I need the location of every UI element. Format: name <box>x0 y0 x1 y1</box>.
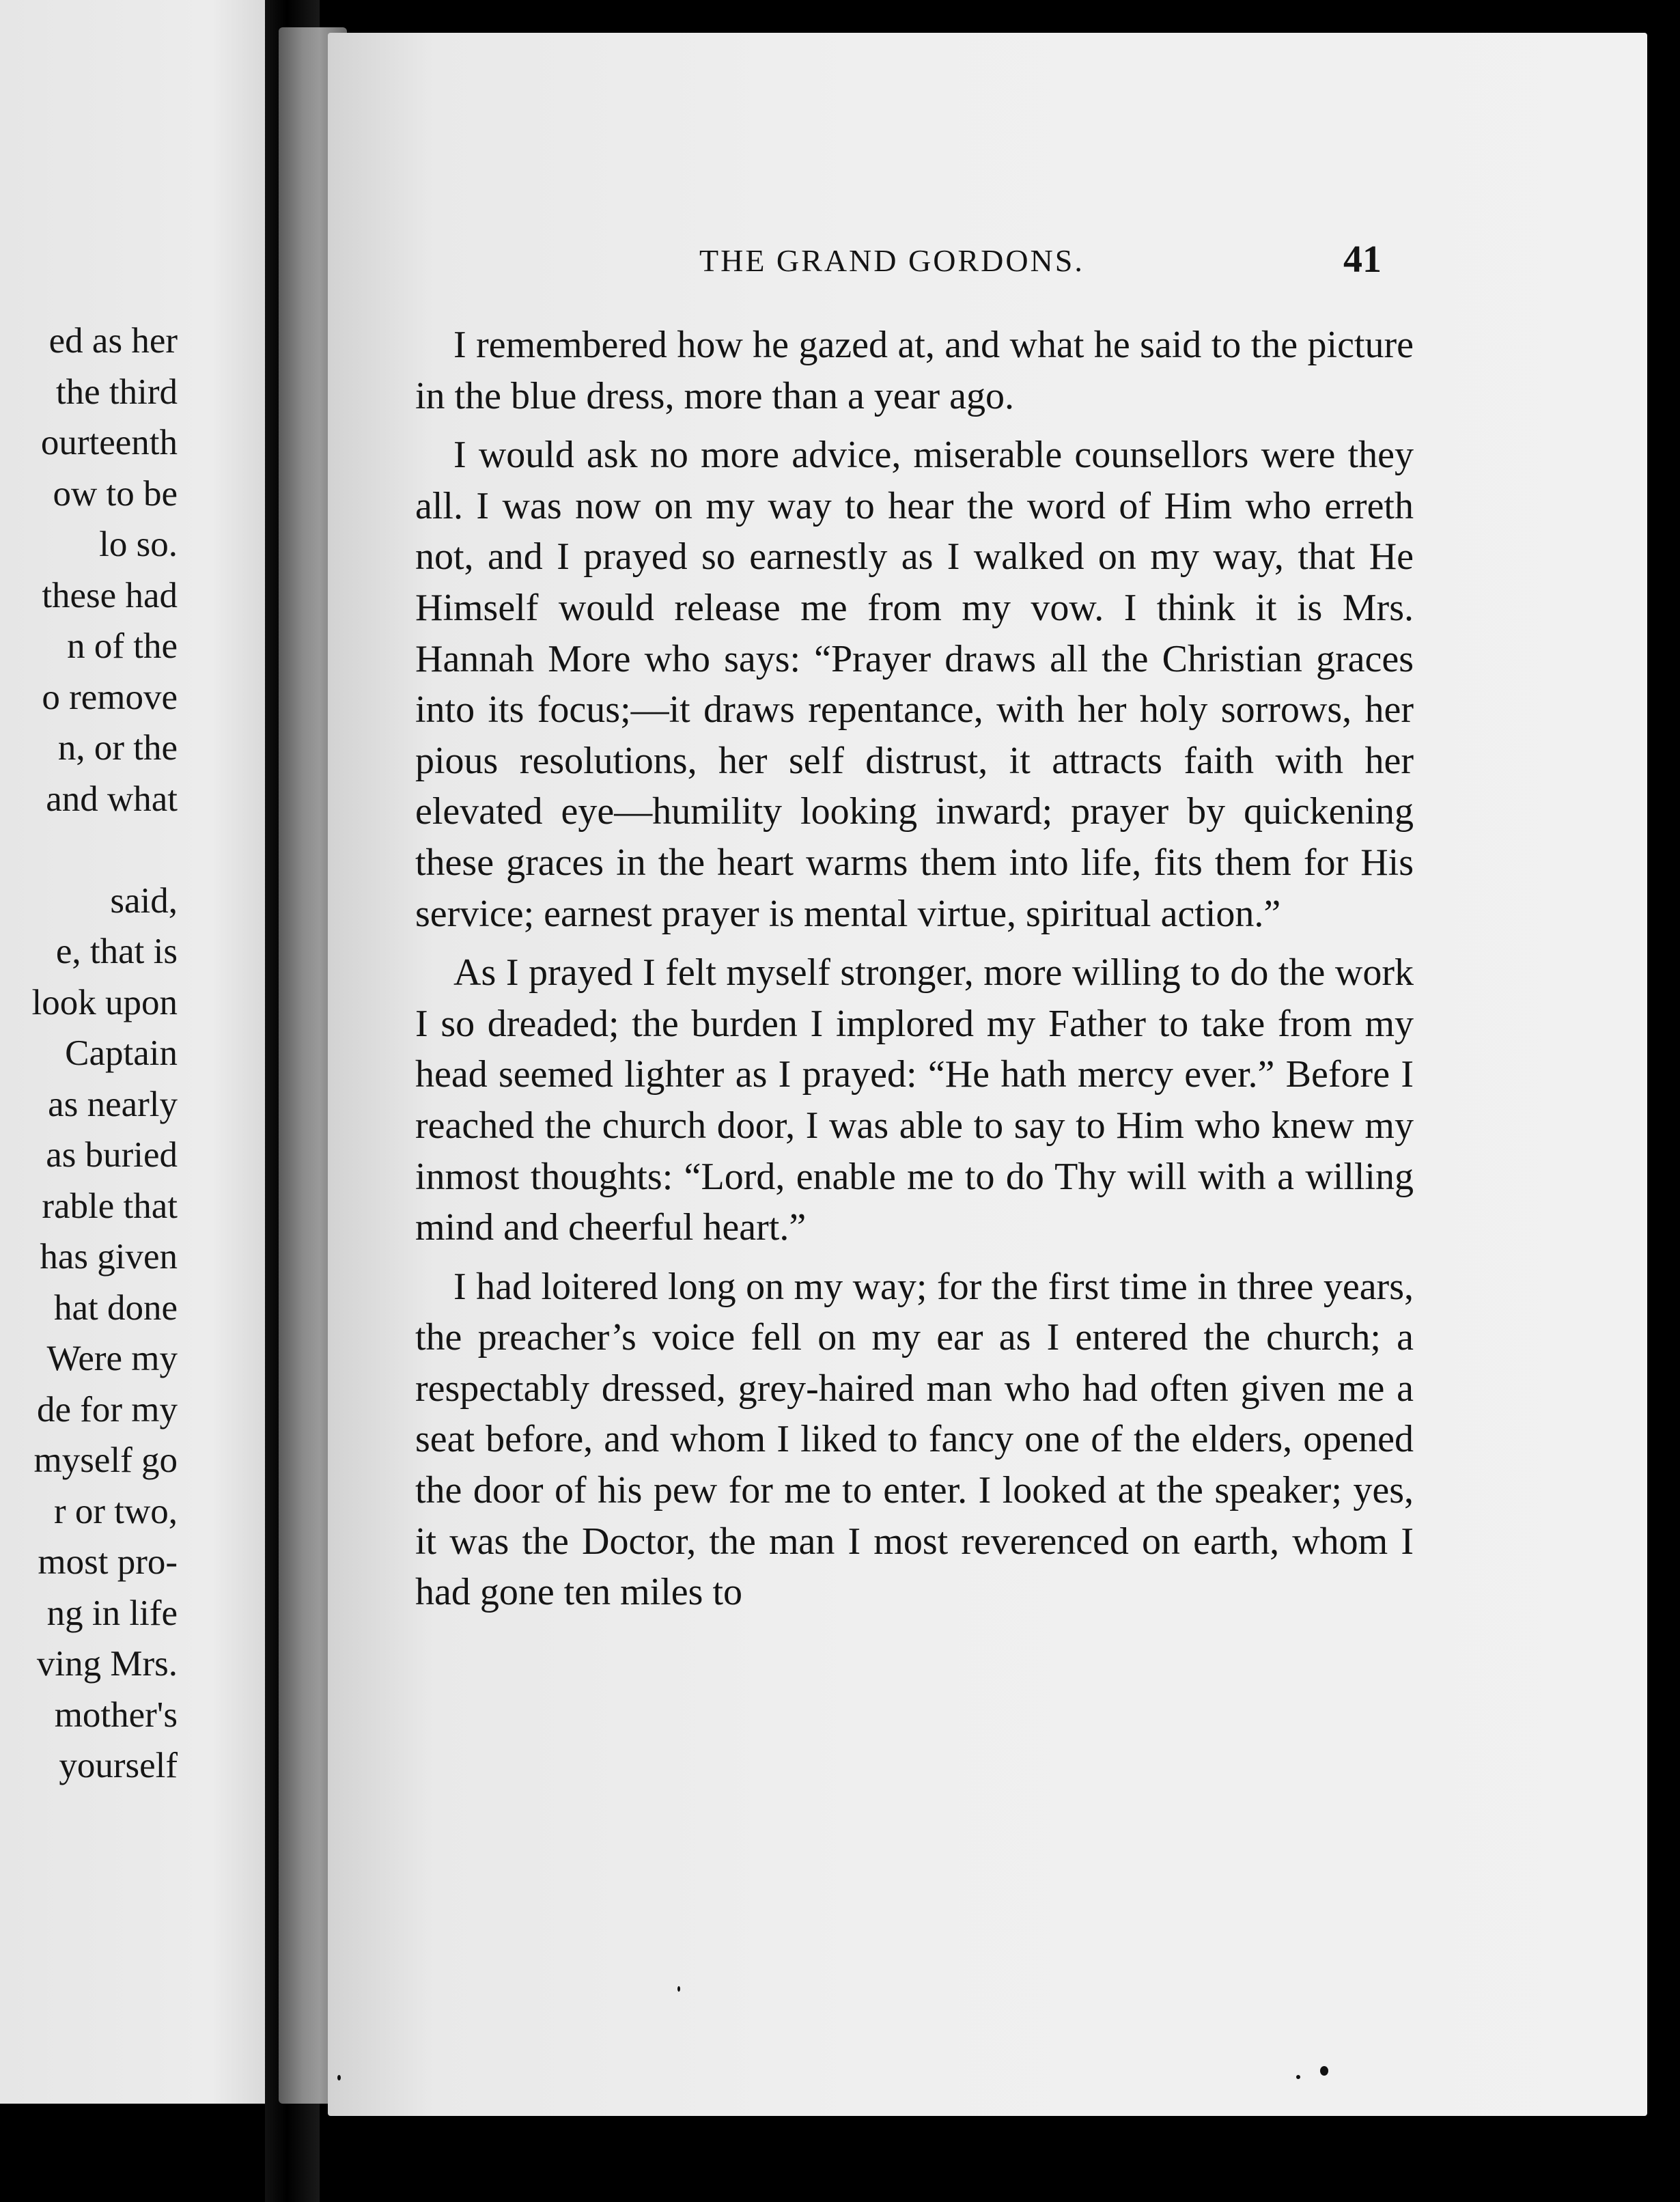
left-line: as nearly <box>48 1084 178 1124</box>
running-head: THE GRAND GORDONS. <box>699 243 1084 278</box>
page-number: 41 <box>1343 238 1382 281</box>
left-line: Captain <box>65 1033 178 1073</box>
left-line: e, that is <box>55 932 178 971</box>
left-line: n, or the <box>57 728 178 768</box>
left-line: the third <box>55 372 178 412</box>
left-page-text <box>0 316 178 1792</box>
left-line: Were my <box>46 1339 178 1378</box>
left-line: n of the <box>67 626 178 666</box>
left-line: rable that <box>42 1186 178 1226</box>
scan-speck <box>677 1986 680 1992</box>
paragraph: As I prayed I felt myself stronger, more willing to do the work I so dreaded; the burden I implored my Father to take from my head seemed lighter as I prayed: “He hath mercy ever.” Before I reached the church door, I was able to say to Him who knew my inmost thoughts: “Lord, enable me to do Thy will with a willing mind and cheerful heart.” <box>415 951 1414 1249</box>
right-page <box>328 33 1647 2116</box>
left-line: and what <box>46 779 178 819</box>
left-line: ed as her <box>48 321 178 361</box>
paragraph: I would ask no more advice, miserable counsellors were they all. I was now on my way to hear the word of Him who erreth not, and I prayed so earnestly as I walked on my way, that He Himself would release me from my vow. I think it is Mrs. Hannah More who says: “Prayer draws all the Christian graces into its focus;—it draws repentance, with her holy sorrows, her pious resolutions, her self distrust, it attracts faith with her elevated eye—humility looking inward; prayer by quickening these graces in the heart warms them into life, fits them for His service; earnest prayer is mental virtue, spiritual action.” <box>415 434 1414 935</box>
left-line: ng in life <box>46 1593 178 1633</box>
left-line: has given <box>40 1237 178 1277</box>
left-line <box>0 824 178 876</box>
left-line: look upon <box>31 982 178 1022</box>
left-line: ourteenth <box>40 423 178 462</box>
left-line: hat done <box>53 1287 178 1328</box>
left-line: as buried <box>46 1135 178 1175</box>
left-line: said, <box>110 880 178 921</box>
scan-speck <box>1296 2075 1300 2079</box>
left-page <box>0 0 265 2104</box>
scan-speck <box>1320 2066 1328 2076</box>
left-line: ow to be <box>53 473 178 514</box>
left-line: de for my <box>36 1389 178 1430</box>
left-line: r or two, <box>53 1491 178 1531</box>
left-line: most pro- <box>38 1542 178 1582</box>
left-line: myself go <box>33 1440 178 1480</box>
left-line: these had <box>42 575 178 615</box>
body-text <box>415 320 1414 1626</box>
left-line: ving Mrs. <box>36 1644 178 1684</box>
left-line: mother's <box>54 1695 178 1735</box>
left-line: lo so. <box>99 525 178 564</box>
scan-speck <box>337 2075 341 2080</box>
left-line: yourself <box>59 1746 178 1785</box>
left-line: o remove <box>42 677 178 717</box>
paragraph: I had loitered long on my way; for the first time in three years, the preacher’s voice fell on my ear as I entered the church; a respectably dressed, grey-haired man who had often given me a seat before, and whom I liked to fancy one of the elders, opened the door of his pew for me to enter. I looked at the speaker; yes, it was the Doctor, the man I most reverenced on earth, whom I had gone ten miles to <box>415 1265 1414 1614</box>
paragraph: I remembered how he gazed at, and what he said to the picture in the blue dress, more than a year ago. <box>415 324 1414 417</box>
